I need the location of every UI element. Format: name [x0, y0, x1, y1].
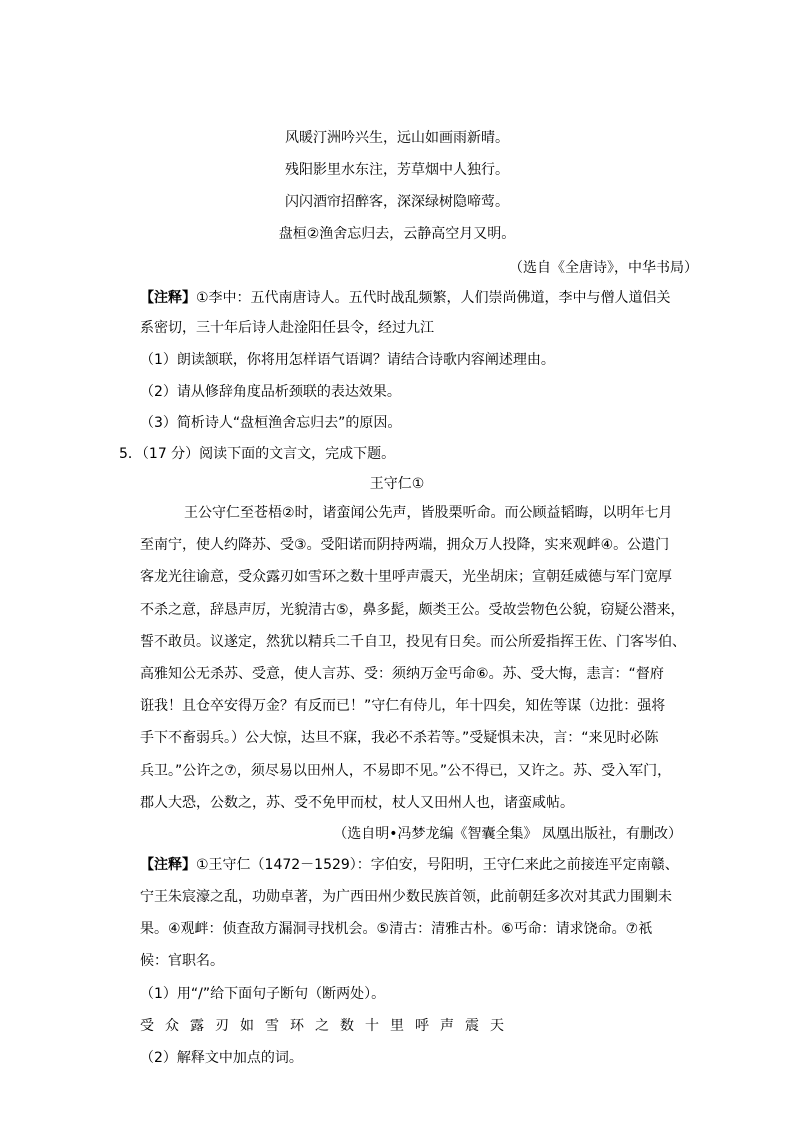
- note-label: 【注释】: [140, 857, 196, 873]
- passage-text: 时，诸蛮闻公先声，皆股栗听命。而公顾益韬晦，以明年七月: [294, 505, 673, 521]
- passage-line-7: 诳我！且仓卒安得万金？有反而已！”守仁有侍儿，年十四矣，知佐等谋（边批：强将: [140, 698, 666, 714]
- passage-text: 兵卫。”公许之: [140, 763, 225, 779]
- footnote-mark: ⑤: [336, 602, 349, 618]
- passage-text: 高雅知公无杀苏、受意，使人言苏、受：须纳万金丐命: [140, 666, 476, 682]
- passage-text: 。公遣门: [613, 537, 670, 553]
- poem-question-1: （1）朗读颔联，你将用怎样语气语调？请结合诗歌内容阐述理由。: [140, 352, 555, 368]
- passage-note-text: ①王守仁（1472－1529）：字伯安，号阳明，王守仁来此之前接连平定南赣、: [196, 857, 679, 873]
- poem-question-3: （3）简析诗人“盘桓渔舍忘归去”的原因。: [140, 415, 402, 431]
- passage-line-9: [140, 761, 671, 781]
- passage-line-6: [140, 664, 664, 684]
- poem-note-line-2: 系密切，三十年后诗人赴淦阳任县令，经过九江: [140, 320, 434, 336]
- footnote-mark: ①: [411, 476, 425, 492]
- footnote-mark: ②: [282, 505, 295, 521]
- passage-question-1: （1）用“/”给下面句子断句（断两处）。: [140, 986, 386, 1002]
- passage-line-3: 客龙光往谕意，受众露刃如雪环之数十里呼声震天，光坐胡床；宣朝廷威德与军门宽厚: [140, 569, 672, 585]
- poem-line-1: 风暖汀洲吟兴生，远山如画雨新晴。: [285, 130, 509, 146]
- passage-source: （选自明•冯梦龙编《智囊全集》 凤凰出版社，有删改）: [333, 826, 682, 842]
- sentence-to-punctuate: 受众露刃如雪环之数十里呼声震天: [140, 1018, 515, 1034]
- footnote-mark: ③: [294, 537, 307, 553]
- passage-title: [0, 474, 794, 494]
- passage-line-1: [184, 503, 673, 523]
- passage-title-text: 王守仁: [369, 476, 412, 492]
- poem-question-2: （2）请从修辞角度品析颈联的表达效果。: [140, 384, 401, 400]
- passage-line-5: 誓不敢员。议遂定，然犹以精兵二千自卫，投见有日矣。而公所爱指挥王佐、门客岑伯、: [140, 634, 686, 650]
- poem-line-3: 闪闪酒帘招醉客，深深绿树隐啼莺。: [285, 194, 509, 210]
- section-5-heading: 5．（17 分）阅读下面的文言文，完成下题。: [119, 446, 396, 462]
- poem-line-4: [0, 224, 794, 244]
- passage-note-line-1: [140, 855, 679, 875]
- passage-note-line-4: 候：官职名。: [140, 953, 224, 969]
- passage-text: 王公守仁至苍梧: [184, 505, 282, 521]
- note-label: 【注释】: [140, 290, 196, 306]
- passage-text: 。苏、受大悔，恚言：“督府: [488, 666, 664, 682]
- passage-text: 至南宁，使人约降苏、受: [140, 537, 294, 553]
- passage-line-10: 郡人大恐，公数之，苏、受不免甲而杖，杖人又田州人也，诸蛮咸帖。: [140, 795, 574, 811]
- footnote-mark: ⑦: [224, 763, 237, 779]
- passage-question-2: （2）解释文中加点的词。: [140, 1050, 303, 1066]
- passage-text: 不杀之意，辞恳声厉，光貌清古: [140, 602, 336, 618]
- poem-line-2: 残阳影里水东注，芳草烟中人独行。: [285, 162, 509, 178]
- passage-note-line-3: 果。④观衅：侦查敌方漏洞寻找机会。⑤清古：清雅古朴。⑥丐命：请求饶命。⑦祇: [140, 921, 653, 937]
- passage-line-8: 手下不畜弱兵。）公大惊，达旦不寐，我必不杀若等。”受疑惧未决，言：“来见时必陈: [140, 730, 659, 746]
- passage-line-4: [140, 600, 685, 620]
- poem-line-4-pre: 盘桓: [278, 226, 307, 242]
- passage-text: 。受阳诺而阴持两端，拥众万人投降，实来观衅: [306, 537, 601, 553]
- passage-text: ，须尽易以田州人，不易即不见。”公不得已，又许之。苏、受入军门，: [236, 763, 672, 779]
- footnote-mark: ②: [306, 226, 320, 242]
- poem-note-line-1: [140, 288, 671, 308]
- poem-note-text-1: ①李中：五代南唐诗人。五代时战乱频繁，人们崇尚佛道，李中与僧人道侣关: [196, 290, 671, 306]
- passage-line-2: [140, 535, 669, 555]
- passage-text: ，鼻多髭，颇类王公。受故尝物色公貌，窃疑公潜来，: [348, 602, 685, 618]
- footnote-mark: ④: [600, 537, 614, 553]
- poem-source: （选自《全唐诗》，中华书局）: [509, 260, 698, 276]
- passage-note-line-2: 宁王朱宸濠之乱，功勋卓著，为广西田州少数民族首领，此前朝廷多次对其武力围剿未: [140, 889, 672, 905]
- footnote-mark: ⑥: [476, 666, 489, 682]
- poem-line-4-post: 渔舍忘归去，云静高空月又明。: [319, 226, 516, 242]
